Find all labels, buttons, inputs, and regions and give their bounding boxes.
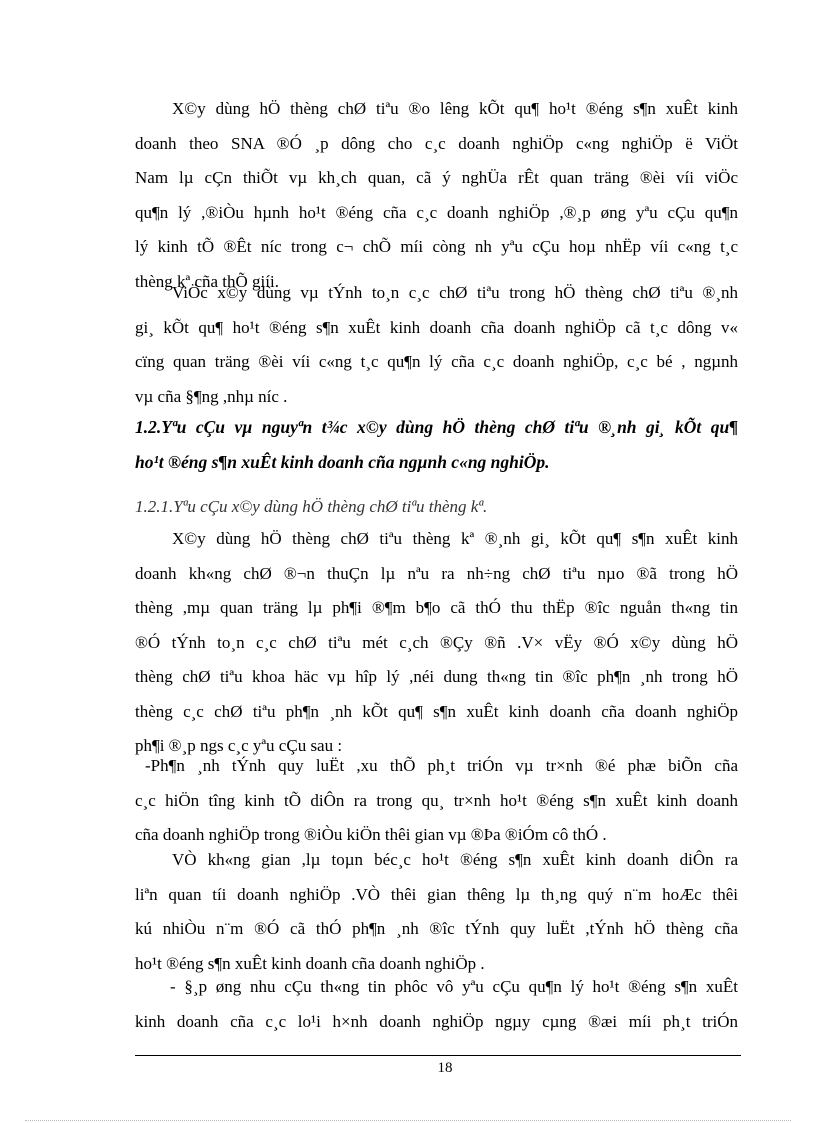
text-line: ho¹t ®éng s¶n xuÊt kinh doanh cña doanh nghiÖp . <box>135 953 485 973</box>
text-line: thèng ,mµ quan träng lµ ph¶i ®¶m b¶o cã thÓ thu thËp ®îc nguån th«ng tin <box>135 598 738 617</box>
heading-line: ho¹t ®éng s¶n xuÊt kinh doanh cña ngµnh c«ng nghiÖp. <box>135 451 550 472</box>
text-line: c¸c hiÖn tîng kinh tÕ diÔn ra trong qu¸ tr×nh ho¹t ®éng s¶n xuÊt kinh doanh <box>135 790 738 810</box>
page-number: 18 <box>437 1060 453 1076</box>
text-line: gi¸ kÕt qu¶ ho¹t ®éng s¶n xuÊt kinh doanh cña doanh nghiÖp cã t¸c dông v« <box>135 317 738 337</box>
text-line: ®Ó tÝnh to¸n c¸c chØ tiªu mét c¸ch ®Çy ®ñ .V× vËy ®Ó x©y dùng hÖ <box>135 632 738 652</box>
section-heading <box>135 410 738 479</box>
paragraph-space-time <box>135 843 738 981</box>
text-line: thèng chØ tiªu khoa häc vµ hîp lý ,néi dung th«ng tin ®îc ph¶n ¸nh trong hÖ <box>135 667 738 686</box>
text-line: kú nhiÒu n¨m ®Ó cã thÓ ph¶n ¸nh ®îc tÝnh quy luËt ,tÝnh hÖ thèng cña <box>135 919 738 938</box>
paragraph-requirements <box>135 522 738 764</box>
text-line: X©y dùng hÖ thèng chØ tiªu thèng kª ®¸nh gi¸ kÕt qu¶ s¶n xuÊt kinh <box>172 529 738 548</box>
text-line: VÒ kh«ng gian ,lµ toµn béc¸c ho¹t ®éng s¶n xuÊt kinh doanh diÔn ra <box>172 850 738 869</box>
text-line: ph¶i ®¸p ngs c¸c yªu cÇu sau : <box>135 736 343 755</box>
text-line: thèng kª cña thÕ giíi. <box>135 271 279 291</box>
paragraph-indicators <box>135 276 738 414</box>
text-line: cña doanh nghiÖp trong ®iÒu kiÖn thêi gian vµ ®Þa ®iÓm cô thÓ . <box>135 825 607 844</box>
footer-divider <box>135 1055 741 1056</box>
text-line: vµ cña §¶ng ,nhµ níc . <box>135 386 288 406</box>
text-line: ViÖc x©y dùng vµ tÝnh to¸n c¸c chØ tiªu trong hÖ thèng chØ tiªu ®¸nh <box>172 283 738 302</box>
text-line: kinh doanh cña c¸c lo¹i h×nh doanh nghiÖp ngµy cµng ®æi míi ph¸t triÓn <box>135 1011 738 1031</box>
subheading-line: 1.2.1.Yªu cÇu x©y dùng hÖ thèng chØ tiªu thèng kª. <box>135 497 488 516</box>
text-line: doanh kh«ng chØ ®¬n thuÇn lµ nªu ra nh÷ng chØ tiªu nµo ®ã trong hÖ <box>135 563 738 583</box>
page-bottom-edge <box>25 1120 791 1121</box>
paragraph-information-needs <box>135 970 738 1039</box>
text-line: cïng quan träng ®èi víi c«ng t¸c qu¶n lý cña c¸c doanh nghiÖp, c¸c bé , ngµnh <box>135 352 738 371</box>
text-line: liªn quan tíi doanh nghiÖp .VÒ thêi gian thêng lµ th¸ng quý n¨m hoÆc thêi <box>135 884 738 904</box>
text-line: X©y dùng hÖ thèng chØ tiªu ®o lêng kÕt qu¶ ho¹t ®éng s¶n xuÊt kinh <box>172 99 738 118</box>
text-line: qu¶n lý ,®iÒu hµnh ho¹t ®éng cña c¸c doanh nghiÖp ,®¸p øng yªu cÇu qu¶n <box>135 202 738 222</box>
paragraph-regularity <box>135 749 738 853</box>
text-line: -Ph¶n ¸nh tÝnh quy luËt ,xu thÕ ph¸t triÓn vµ tr×nh ®é phæ biÕn cña <box>145 756 738 775</box>
text-line: thèng c¸c chØ tiªu ph¶n ¸nh kÕt qu¶ s¶n xuÊt kinh doanh cña doanh nghiÖp <box>135 701 738 721</box>
text-line: doanh theo SNA ®Ó ¸p dông cho c¸c doanh nghiÖp c«ng nghiÖp ë ViÖt <box>135 133 738 153</box>
heading-line: 1.2.Yªu cÇu vµ nguyªn t¾c x©y dùng hÖ thèng chØ tiªu ®¸nh gi¸ kÕt qu¶ <box>135 417 738 437</box>
text-line: - §¸p øng nhu cÇu th«ng tin phôc vô yªu cÇu qu¶n lý ho¹t ®éng s¶n xuÊt <box>170 977 738 996</box>
text-line: lý kinh tÕ ®Êt níc trong c¬ chÕ míi còng nh yªu cÇu hoµ nhËp víi c«ng t¸c <box>135 237 738 256</box>
paragraph-intro <box>135 92 738 299</box>
text-line: Nam lµ cÇn thiÕt vµ kh¸ch quan, cã ý nghÜa rÊt quan träng ®èi víi viÖc <box>135 168 738 187</box>
subsection-heading <box>135 490 738 525</box>
